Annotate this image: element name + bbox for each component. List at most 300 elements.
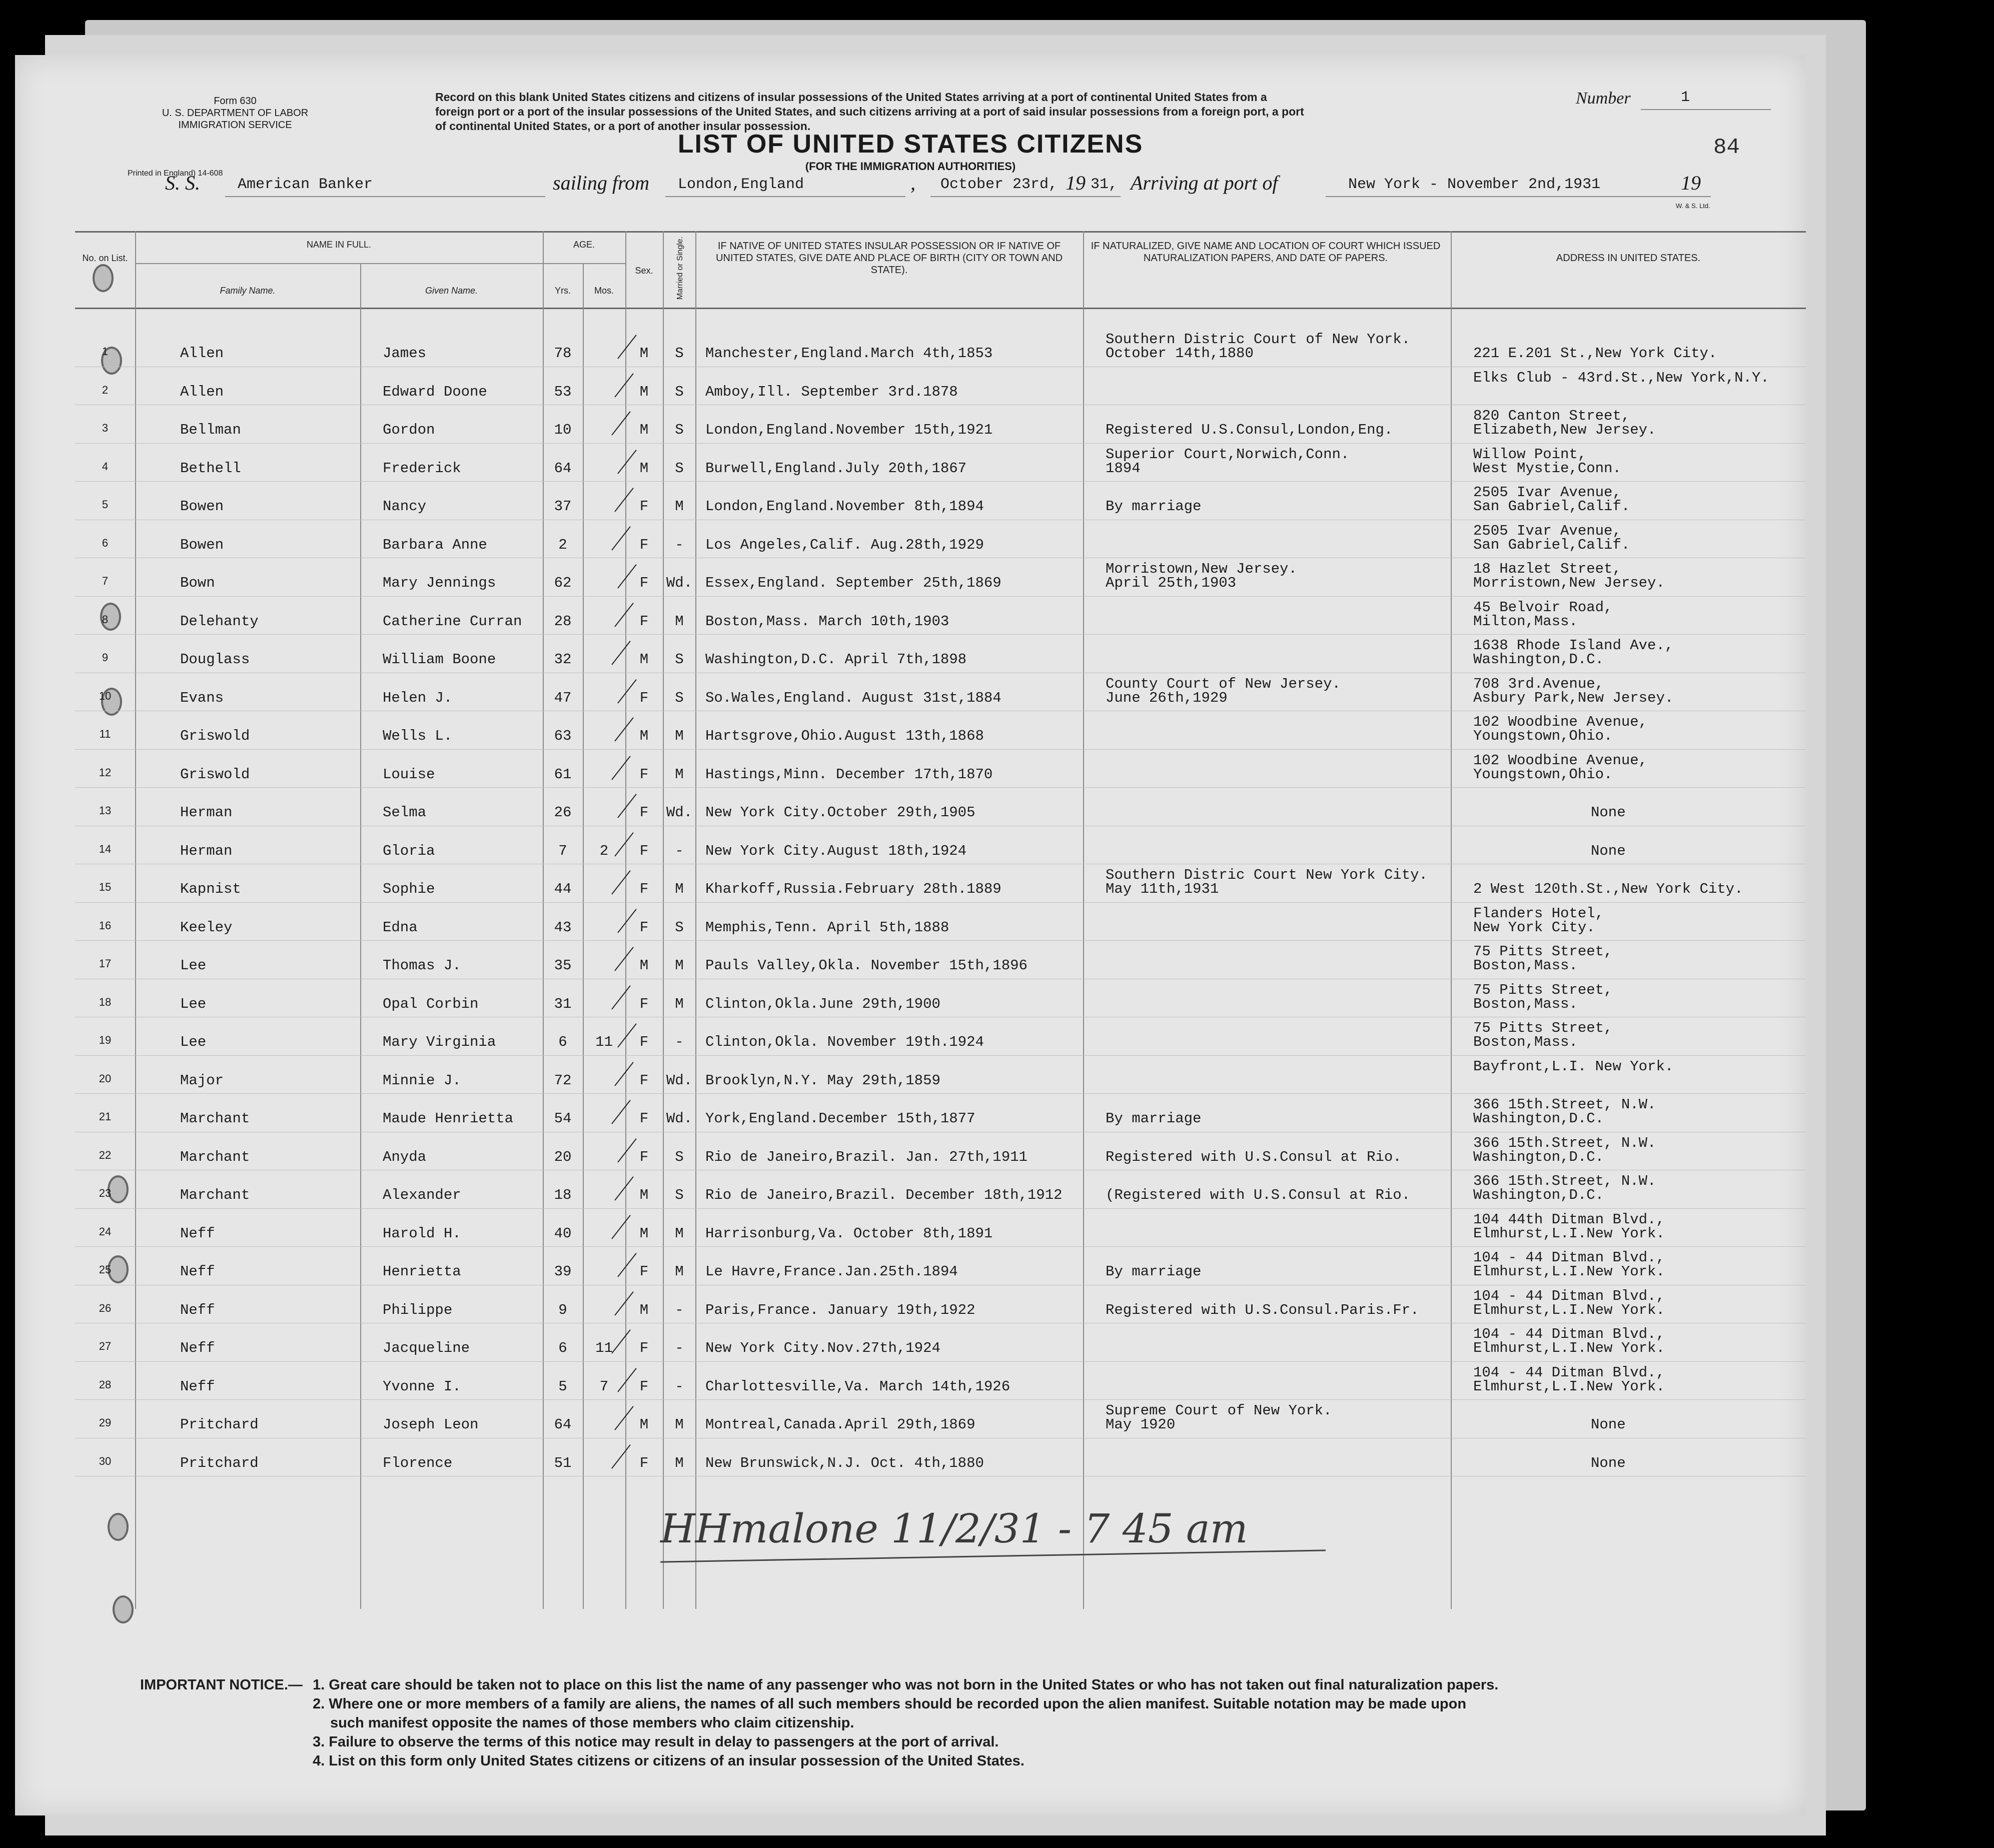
- printer-mark: W. & S. Ltd.: [1676, 202, 1710, 210]
- printed-note: Printed in England) 14-608: [128, 169, 223, 178]
- birth-place-date: Pauls Valley,Okla. November 15th,1896: [705, 957, 1028, 974]
- marital-status: -: [675, 1378, 684, 1395]
- row-rule: [75, 1093, 1806, 1094]
- age-years: 78: [554, 345, 572, 362]
- notice-item-1: 1. Great care should be taken not to place on this list the name of any passenger who was not born in the United States or who has not taken out final naturalization papers.: [313, 1677, 1499, 1693]
- family-name: Allen: [180, 383, 224, 400]
- family-name: Allen: [180, 345, 224, 362]
- given-name: Sophie: [383, 881, 435, 897]
- birth-place-date: Clinton,Okla.June 29th,1900: [705, 995, 940, 1012]
- family-name: Marchant: [180, 1148, 250, 1165]
- number-value: 1: [1681, 89, 1690, 106]
- address-line-1: 2505 Ivar Avenue,: [1473, 522, 1621, 539]
- date-underline: [930, 196, 1121, 197]
- row-number: 26: [99, 1301, 112, 1314]
- row-rule: [75, 1399, 1806, 1400]
- preamble-line-1: Record on this blank United States citizens and citizens of insular possessions of the United States arriving at a port of continental United States from a: [435, 91, 1267, 104]
- address-line-2: Elmhurst,L.I.New York.: [1473, 1378, 1665, 1395]
- naturalization-detail: 1894: [1106, 460, 1141, 477]
- sex: F: [639, 1110, 649, 1127]
- birth-place-date: London,England.November 8th,1894: [705, 498, 984, 515]
- address-line-1: 2505 Ivar Avenue,: [1473, 484, 1621, 501]
- marital-status: -: [675, 1301, 684, 1318]
- header-name-in-full: NAME IN FULL.: [306, 240, 372, 250]
- row-rule: [75, 634, 1806, 635]
- address-line-1: 104 - 44 Ditman Blvd.,: [1473, 1287, 1665, 1304]
- preamble-line-2: foreign port or a port of the insular possessions of the United States, and such citizens arriving at a port of said insular possessions from a foreign port, a port: [435, 105, 1304, 118]
- naturalization-court: Supreme Court of New York.: [1106, 1402, 1332, 1419]
- row-number: 25: [99, 1263, 112, 1276]
- address-line-1: Bayfront,L.I. New York.: [1473, 1058, 1674, 1075]
- comma: ,: [910, 172, 915, 194]
- table-header-rule: [75, 308, 1806, 309]
- given-name: Barbara Anne: [383, 536, 487, 553]
- birth-place-date: Memphis,Tenn. April 5th,1888: [705, 919, 949, 936]
- family-name: Bown: [180, 575, 215, 591]
- sex: F: [639, 689, 649, 706]
- service: IMMIGRATION SERVICE: [178, 120, 292, 131]
- ship-name: American Banker: [238, 176, 373, 193]
- col-divider: [625, 231, 626, 1609]
- age-years: 35: [554, 957, 572, 974]
- family-name: Neff: [180, 1378, 215, 1395]
- sex: M: [639, 1301, 649, 1318]
- sex: F: [639, 766, 649, 783]
- row-number: 6: [102, 536, 109, 549]
- header-yrs: Yrs.: [554, 286, 571, 296]
- sailing-underline: [665, 196, 905, 197]
- preamble-line-3: of continental United States, or a port of another insular possession.: [435, 120, 811, 133]
- address-line-2: None: [1591, 1416, 1626, 1433]
- birth-place-date: Boston,Mass. March 10th,1903: [705, 613, 949, 630]
- address-line-1: 75 Pitts Street,: [1473, 981, 1613, 998]
- marital-status: M: [675, 957, 684, 974]
- table-top-rule: [75, 231, 1806, 233]
- address-line-2: None: [1591, 1454, 1626, 1471]
- given-name: Mary Virginia: [383, 1034, 496, 1050]
- naturalization-court: County Court of New Jersey.: [1106, 675, 1341, 692]
- birth-place-date: Clinton,Okla. November 19th.1924: [705, 1034, 984, 1050]
- sex: F: [639, 1072, 649, 1089]
- row-number: 14: [99, 842, 112, 855]
- address-line-1: 820 Canton Street,: [1473, 408, 1630, 424]
- sailing-from: London,England: [678, 176, 804, 193]
- naturalization-detail: May 11th,1931: [1106, 881, 1219, 897]
- family-name: Marchant: [180, 1110, 250, 1127]
- header-naturalized: IF NATURALIZED, GIVE NAME AND LOCATION OF COURT WHICH ISSUED NATURALIZATION PAPERS, AND DATE OF PAPERS.: [1091, 241, 1441, 264]
- ss-label: S. S.: [165, 172, 200, 194]
- marital-status: M: [675, 613, 684, 630]
- row-number: 8: [102, 613, 109, 626]
- age-years: 7: [558, 842, 567, 859]
- family-name: Herman: [180, 804, 233, 821]
- family-name: Kapnist: [180, 881, 241, 897]
- family-name: Lee: [180, 995, 207, 1012]
- sex: F: [639, 1034, 649, 1050]
- marital-status: S: [675, 460, 684, 477]
- naturalization-detail: June 26th,1929: [1106, 689, 1228, 706]
- family-name: Bowen: [180, 536, 224, 553]
- address-line-1: Elks Club - 43rd.St.,New York,N.Y.: [1473, 369, 1769, 386]
- marital-status: M: [675, 881, 684, 897]
- address-line-2: Washington,D.C.: [1473, 1148, 1604, 1165]
- address-line-1: 104 44th Ditman Blvd.,: [1473, 1211, 1665, 1228]
- row-rule: [75, 1246, 1806, 1247]
- sex: M: [639, 422, 649, 438]
- sex: F: [639, 1378, 649, 1395]
- row-number: 24: [99, 1225, 112, 1238]
- row-number: 3: [102, 422, 109, 434]
- arrival-port: New York - November 2nd,1931: [1348, 176, 1601, 193]
- age-years: 18: [554, 1187, 572, 1203]
- family-name: Delehanty: [180, 613, 259, 630]
- number-underline: [1641, 109, 1771, 110]
- row-rule: [75, 902, 1806, 903]
- given-name: Frederick: [383, 460, 461, 477]
- marital-status: M: [675, 1263, 684, 1280]
- marital-status: Wd.: [666, 1072, 693, 1089]
- marital-status: -: [675, 1340, 684, 1356]
- marital-status: M: [675, 498, 684, 515]
- sex: F: [639, 498, 649, 515]
- row-rule: [75, 1055, 1806, 1056]
- family-name: Bowen: [180, 498, 224, 515]
- age-years: 9: [558, 1301, 567, 1318]
- birth-place-date: Le Havre,France.Jan.25th.1894: [705, 1263, 958, 1280]
- family-name: Neff: [180, 1225, 215, 1242]
- sex: F: [639, 1148, 649, 1165]
- col-divider: [543, 231, 544, 1609]
- sex: M: [639, 728, 649, 744]
- family-name: Pritchard: [180, 1416, 259, 1433]
- naturalization-detail: Registered with U.S.Consul at Rio.: [1106, 1148, 1402, 1165]
- page-mark: 84: [1713, 135, 1740, 160]
- birth-place-date: London,England.November 15th,1921: [705, 422, 993, 438]
- given-name: Joseph Leon: [383, 1416, 479, 1433]
- sex: F: [639, 881, 649, 897]
- header-family: Family Name.: [220, 286, 276, 296]
- form-number: Form 630: [214, 96, 257, 107]
- col-divider: [1083, 231, 1084, 1609]
- binder-hole: [108, 1513, 129, 1541]
- address-line-2: Boston,Mass.: [1473, 995, 1578, 1012]
- age-years: 61: [554, 766, 572, 783]
- sail-year: 31,: [1091, 176, 1118, 193]
- age-years: 72: [554, 1072, 572, 1089]
- sex: M: [639, 460, 649, 477]
- age-years: 32: [554, 651, 572, 668]
- notice-label: IMPORTANT NOTICE.—: [140, 1677, 303, 1693]
- address-line-1: Flanders Hotel,: [1473, 905, 1604, 922]
- family-name: Lee: [180, 957, 207, 974]
- arriving-label: Arriving at port of: [1131, 172, 1278, 194]
- address-line-2: Washington,D.C.: [1473, 1110, 1604, 1127]
- age-years: 5: [558, 1378, 567, 1395]
- address-line-1: 102 Woodbine Avenue,: [1473, 714, 1648, 730]
- notice-item-3: 3. Failure to observe the terms of this notice may result in delay to passengers at the port of arrival.: [313, 1734, 999, 1750]
- row-rule: [75, 787, 1806, 788]
- header-sex: Sex.: [635, 266, 653, 276]
- header-address: ADDRESS IN UNITED STATES.: [1556, 253, 1701, 264]
- age-years: 31: [554, 995, 572, 1012]
- address-line-2: West Mystie,Conn.: [1473, 460, 1621, 477]
- marital-status: S: [675, 689, 684, 706]
- row-rule: [75, 443, 1806, 444]
- given-name: Edward Doone: [383, 383, 487, 400]
- sex: M: [639, 1187, 649, 1203]
- age-years: 37: [554, 498, 572, 515]
- naturalization-detail: By marriage: [1106, 498, 1202, 515]
- age-years: 44: [554, 881, 572, 897]
- sex: M: [639, 651, 649, 668]
- row-rule: [75, 940, 1806, 941]
- age-years: 2: [558, 536, 567, 553]
- given-name: Catherine Curran: [383, 613, 522, 630]
- row-number: 22: [99, 1148, 112, 1161]
- birth-place-date: Hastings,Minn. December 17th,1870: [705, 766, 993, 783]
- family-name: Douglass: [180, 651, 250, 668]
- row-number: 7: [102, 575, 109, 587]
- family-name: Major: [180, 1072, 224, 1089]
- address-line-2: Youngstown,Ohio.: [1473, 766, 1613, 783]
- address-line-1: 45 Belvoir Road,: [1473, 599, 1613, 616]
- age-years: 53: [554, 383, 572, 400]
- address-line-1: 708 3rd.Avenue,: [1473, 675, 1604, 692]
- row-rule: [75, 1208, 1806, 1209]
- row-number: 19: [99, 1034, 112, 1046]
- address-line-2: Boston,Mass.: [1473, 957, 1578, 974]
- address-line-1: 366 15th.Street, N.W.: [1473, 1134, 1656, 1151]
- header-no: No. on List.: [82, 253, 128, 263]
- given-name: Anyda: [383, 1148, 427, 1165]
- col-divider: [1451, 231, 1452, 1609]
- given-name: Philippe: [383, 1301, 453, 1318]
- birth-place-date: Kharkoff,Russia.February 28th.1889: [705, 881, 1002, 897]
- sex: F: [639, 995, 649, 1012]
- address-line-1: 75 Pitts Street,: [1473, 943, 1613, 960]
- row-number: 9: [102, 651, 109, 664]
- birth-place-date: Paris,France. January 19th,1922: [705, 1301, 975, 1318]
- row-number: 11: [99, 728, 111, 740]
- birth-place-date: Washington,D.C. April 7th,1898: [705, 651, 967, 668]
- address-line-1: 102 Woodbine Avenue,: [1473, 752, 1648, 769]
- birth-place-date: Rio de Janeiro,Brazil. December 18th,1912: [705, 1187, 1063, 1203]
- col-divider: [135, 231, 136, 1609]
- ship-underline: [225, 196, 545, 197]
- naturalization-court: Morristown,New Jersey.: [1106, 561, 1297, 577]
- address-line-1: 104 - 44 Ditman Blvd.,: [1473, 1249, 1665, 1266]
- naturalization-detail: April 25th,1903: [1106, 575, 1237, 591]
- address-line-2: 2 West 120th.St.,New York City.: [1473, 881, 1743, 897]
- marital-status: Wd.: [666, 804, 693, 821]
- family-name: Neff: [180, 1263, 215, 1280]
- birth-place-date: Charlottesville,Va. March 14th,1926: [705, 1378, 1011, 1395]
- address-line-2: Washington,D.C.: [1473, 1187, 1604, 1203]
- birth-place-date: Manchester,England.March 4th,1853: [705, 345, 993, 362]
- naturalization-detail: October 14th,1880: [1106, 345, 1254, 362]
- address-line-2: Elizabeth,New Jersey.: [1473, 422, 1656, 438]
- age-years: 54: [554, 1110, 572, 1127]
- age-years: 62: [554, 575, 572, 591]
- age-years: 6: [558, 1034, 567, 1050]
- naturalization-detail: (Registered with U.S.Consul at Rio.: [1106, 1187, 1411, 1203]
- row-number: 30: [99, 1454, 112, 1467]
- given-name: Nancy: [383, 498, 427, 515]
- col-divider: [360, 263, 361, 1609]
- age-years: 64: [554, 460, 572, 477]
- department: U. S. DEPARTMENT OF LABOR: [162, 108, 309, 119]
- address-line-2: 221 E.201 St.,New York City.: [1473, 345, 1717, 362]
- family-name: Lee: [180, 1034, 207, 1050]
- naturalization-detail: Registered with U.S.Consul.Paris.Fr.: [1106, 1301, 1419, 1318]
- header-age: AGE.: [573, 240, 595, 250]
- birth-place-date: Los Angeles,Calif. Aug.28th,1929: [705, 536, 984, 553]
- sex: M: [639, 345, 649, 362]
- marital-status: M: [675, 766, 684, 783]
- sex: F: [639, 842, 649, 859]
- row-number: 28: [99, 1378, 112, 1391]
- given-name: Minnie J.: [383, 1072, 461, 1089]
- row-number: 15: [99, 881, 112, 893]
- row-number: 2: [102, 383, 109, 396]
- birth-place-date: Hartsgrove,Ohio.August 13th,1868: [705, 728, 984, 744]
- age-years: 26: [554, 804, 572, 821]
- family-name: Bethell: [180, 460, 241, 477]
- age-years: 6: [558, 1340, 567, 1356]
- marital-status: -: [675, 842, 684, 859]
- age-months: 11: [595, 1034, 613, 1050]
- age-years: 28: [554, 613, 572, 630]
- naturalization-detail: By marriage: [1106, 1110, 1202, 1127]
- sex: F: [639, 804, 649, 821]
- row-number: 1: [102, 345, 109, 358]
- row-number: 10: [99, 689, 112, 702]
- sailing-from-label: sailing from: [553, 172, 649, 194]
- family-name: Marchant: [180, 1187, 250, 1203]
- given-name: Wells L.: [383, 728, 453, 744]
- marital-status: -: [675, 1034, 684, 1050]
- given-name: Edna: [383, 919, 418, 936]
- row-number: 21: [99, 1110, 112, 1123]
- given-name: Jacqueline: [383, 1340, 470, 1356]
- row-number: 16: [99, 919, 112, 932]
- given-name: Alexander: [383, 1187, 461, 1203]
- marital-status: S: [675, 651, 684, 668]
- row-rule: [75, 481, 1806, 482]
- birth-place-date: Rio de Janeiro,Brazil. Jan. 27th,1911: [705, 1148, 1028, 1165]
- arrival-underline: [1326, 196, 1711, 197]
- sex: M: [639, 1416, 649, 1433]
- family-name: Pritchard: [180, 1454, 259, 1471]
- birth-place-date: New York City.Nov.27th,1924: [705, 1340, 940, 1356]
- binder-hole: [113, 1595, 134, 1623]
- given-name: James: [383, 345, 427, 362]
- row-number: 5: [102, 498, 109, 511]
- address-line-1: 366 15th.Street, N.W.: [1473, 1173, 1656, 1189]
- age-years: 63: [554, 728, 572, 744]
- marital-status: M: [675, 995, 684, 1012]
- address-line-1: 1638 Rhode Island Ave.,: [1473, 637, 1674, 654]
- year-prefix: 19: [1066, 172, 1086, 194]
- address-line-2: Elmhurst,L.I.New York.: [1473, 1263, 1665, 1280]
- family-name: Keeley: [180, 919, 233, 936]
- header-given: Given Name.: [425, 286, 478, 296]
- sex: F: [639, 1454, 649, 1471]
- given-name: Thomas J.: [383, 957, 461, 974]
- marital-status: S: [675, 1187, 684, 1203]
- page-subtitle: (FOR THE IMMIGRATION AUTHORITIES): [805, 160, 1016, 173]
- sex: F: [639, 536, 649, 553]
- address-line-2: San Gabriel,Calif.: [1473, 498, 1630, 515]
- marital-status: M: [675, 1416, 684, 1433]
- age-years: 39: [554, 1263, 572, 1280]
- address-line-1: 104 - 44 Ditman Blvd.,: [1473, 1326, 1665, 1342]
- address-line-2: None: [1591, 804, 1626, 821]
- marital-status: S: [675, 422, 684, 438]
- row-number: 13: [99, 804, 112, 817]
- sex: M: [639, 957, 649, 974]
- address-line-2: New York City.: [1473, 919, 1595, 936]
- row-number: 18: [99, 995, 112, 1008]
- age-years: 40: [554, 1225, 572, 1242]
- family-name: Neff: [180, 1301, 215, 1318]
- family-name: Evans: [180, 689, 224, 706]
- age-months: 11: [595, 1340, 613, 1356]
- address-line-1: Willow Point,: [1473, 446, 1587, 463]
- family-name: Neff: [180, 1340, 215, 1356]
- row-number: 12: [99, 766, 112, 779]
- address-line-1: 104 - 44 Ditman Blvd.,: [1473, 1364, 1665, 1381]
- family-name: Griswold: [180, 766, 250, 783]
- address-line-2: Milton,Mass.: [1473, 613, 1578, 630]
- header-mos: Mos.: [594, 286, 614, 296]
- marital-status: -: [675, 536, 684, 553]
- page-title: LIST OF UNITED STATES CITIZENS: [677, 130, 1144, 159]
- family-name: Bellman: [180, 422, 241, 438]
- row-number: 17: [99, 957, 112, 970]
- address-line-2: Elmhurst,L.I.New York.: [1473, 1225, 1665, 1242]
- naturalization-court: Superior Court,Norwich,Conn.: [1106, 446, 1350, 463]
- row-number: 4: [102, 460, 109, 473]
- row-rule: [75, 596, 1806, 597]
- age-months: 2: [599, 842, 609, 859]
- birth-place-date: So.Wales,England. August 31st,1884: [705, 689, 1002, 706]
- address-line-2: None: [1591, 842, 1626, 859]
- marital-status: M: [675, 1454, 684, 1471]
- birth-place-date: Essex,England. September 25th,1869: [705, 575, 1002, 591]
- naturalization-detail: Registered U.S.Consul,London,Eng.: [1106, 422, 1393, 438]
- birth-place-date: Burwell,England.July 20th,1867: [705, 460, 967, 477]
- row-number: 23: [99, 1187, 112, 1199]
- given-name: Gordon: [383, 422, 435, 438]
- address-line-1: 75 Pitts Street,: [1473, 1020, 1613, 1036]
- notice-item-4: 4. List on this form only United States citizens or citizens of an insular possession of the United States.: [313, 1753, 1025, 1769]
- col-divider: [695, 231, 696, 1609]
- birth-place-date: Brooklyn,N.Y. May 29th,1859: [705, 1072, 940, 1089]
- notice-item-2: 2. Where one or more members of a family are aliens, the names of all such members should be recorded upon the alien manifest. Suitable notation may be made upon: [313, 1696, 1467, 1712]
- address-line-2: Boston,Mass.: [1473, 1034, 1578, 1050]
- marital-status: Wd.: [666, 1110, 693, 1127]
- age-years: 51: [554, 1454, 572, 1471]
- row-number: 27: [99, 1340, 112, 1352]
- given-name: Mary Jennings: [383, 575, 496, 591]
- birth-place-date: Montreal,Canada.April 29th,1869: [705, 1416, 975, 1433]
- given-name: Gloria: [383, 842, 435, 859]
- sex: F: [639, 1340, 649, 1356]
- name-header-rule: [135, 263, 593, 264]
- row-rule: [75, 1361, 1806, 1362]
- naturalization-court: Southern Distric Court New York City.: [1106, 867, 1428, 883]
